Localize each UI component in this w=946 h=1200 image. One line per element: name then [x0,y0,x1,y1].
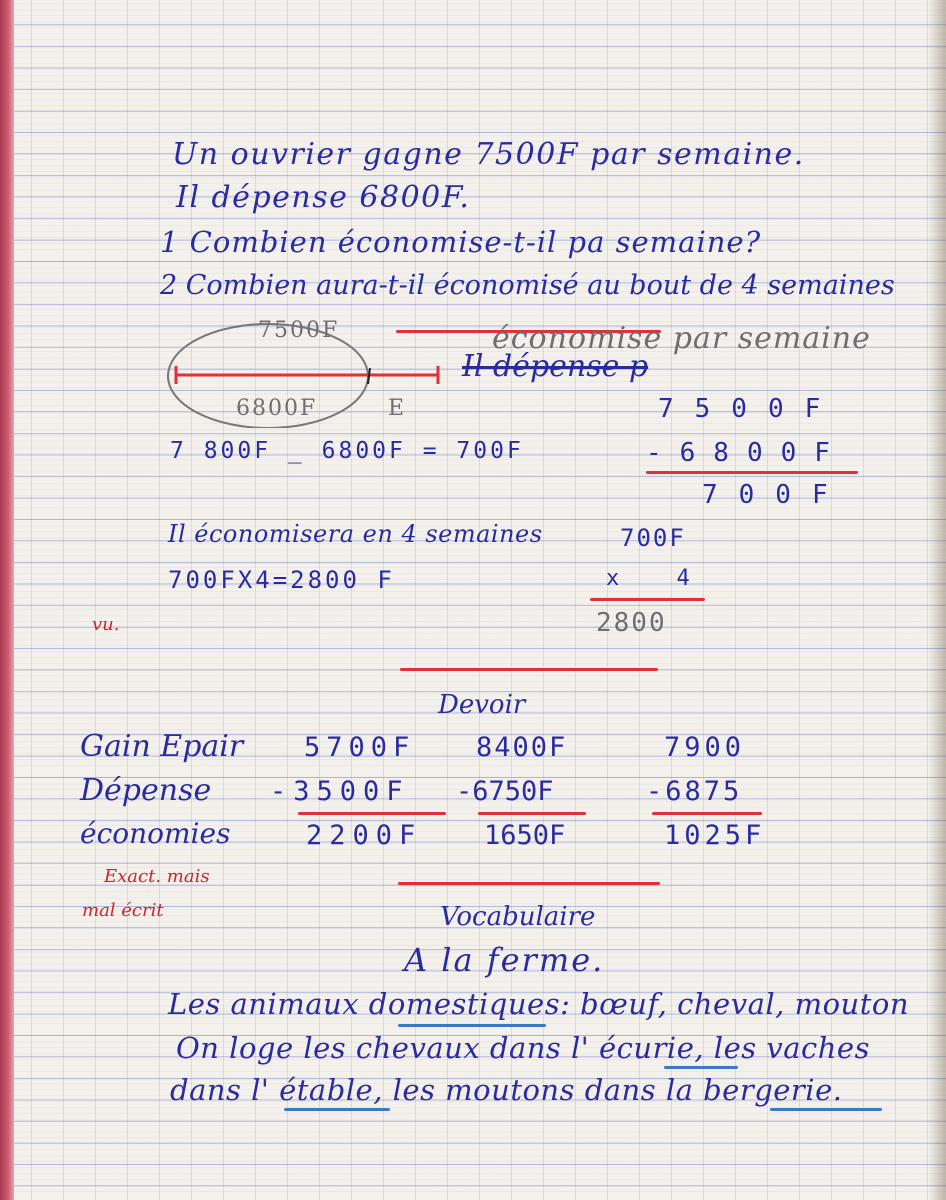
column1-result: 700F [702,480,849,510]
vocabulaire-title: Vocabulaire [440,902,596,932]
question-2: 2 Combien aura-t-il économisé au bout de 4 semaines [160,270,895,301]
answer1-equation: 7 800F _ 6800F = 700F [170,438,524,464]
correction-text: économise par semaine [492,321,871,356]
column1-sum-line [646,471,858,474]
answer2-sentence: Il économisera en 4 semaines [168,520,543,548]
devoir-depense-value-1: -3500F [270,776,410,807]
margin-comment-2: mal écrit [82,900,164,921]
margin-comment-1: Exact. mais [104,866,210,887]
question-1: 1 Combien économise-t-il pa semaine? [160,225,762,259]
diagram-e-label: E [388,396,405,421]
devoir-gain-value-2: 8400F [476,732,568,763]
vocabulaire-line-3: dans l' étable, les moutons dans la bergerie. [170,1073,843,1107]
underline-etable [284,1108,390,1111]
notebook-binding [0,0,14,1200]
devoir-depense-value-2: -6750F [456,776,554,807]
separator-line-2 [400,668,658,671]
column1-operand-a: 7500F [658,394,842,424]
page-edge-shadow [928,0,946,1200]
column1-operand-b: -6800F [646,438,848,468]
devoir-sum-line-1 [298,812,446,815]
vocabulaire-line-2: On loge les chevaux dans l' écurie, les vaches [176,1031,870,1065]
devoir-title: Devoir [438,690,526,720]
problem-line-2: Il dépense 6800F. [176,180,471,215]
column2-operand-b: x 4 [606,566,712,591]
column2-operand-a: 700F [620,524,686,552]
devoir-economies-value-2: 1650F [484,820,566,851]
devoir-row-label-depense: Dépense [80,773,212,808]
problem-line-1: Un ouvrier gagne 7500F par semaine. [172,137,805,172]
column2-sum-line [590,598,705,601]
separator-line-3 [398,882,660,885]
answer2-equation: 700FX4=2800 F [168,566,395,594]
devoir-gain-value-1: 5700F [304,732,416,763]
underline-bergerie [770,1108,882,1111]
devoir-economies-value-3: 1025F [664,820,766,851]
devoir-sum-line-3 [652,812,762,815]
vocabulaire-subtitle: A la ferme. [404,941,605,979]
devoir-sum-line-2 [478,812,586,815]
answer1-sentence: Il dépense p [462,349,649,384]
underline-domestiques [398,1024,546,1027]
column2-result: 2800 [596,608,667,638]
devoir-row-label-gain: Gain Epair [80,729,244,764]
devoir-row-label-economies: économies [80,817,231,850]
diagram-bottom-label: 6800F [236,396,318,421]
vocabulaire-line-1: Les animaux domestiques: bœuf, cheval, mouton [168,987,910,1021]
diagram-top-label: 7500F [258,318,340,343]
devoir-economies-value-1: 2200F [306,820,423,851]
margin-note-vu: vu. [92,614,120,635]
underline-ecurie [664,1066,738,1069]
devoir-gain-value-3: 7900 [664,732,746,763]
devoir-depense-value-3: -6875 [646,776,743,807]
